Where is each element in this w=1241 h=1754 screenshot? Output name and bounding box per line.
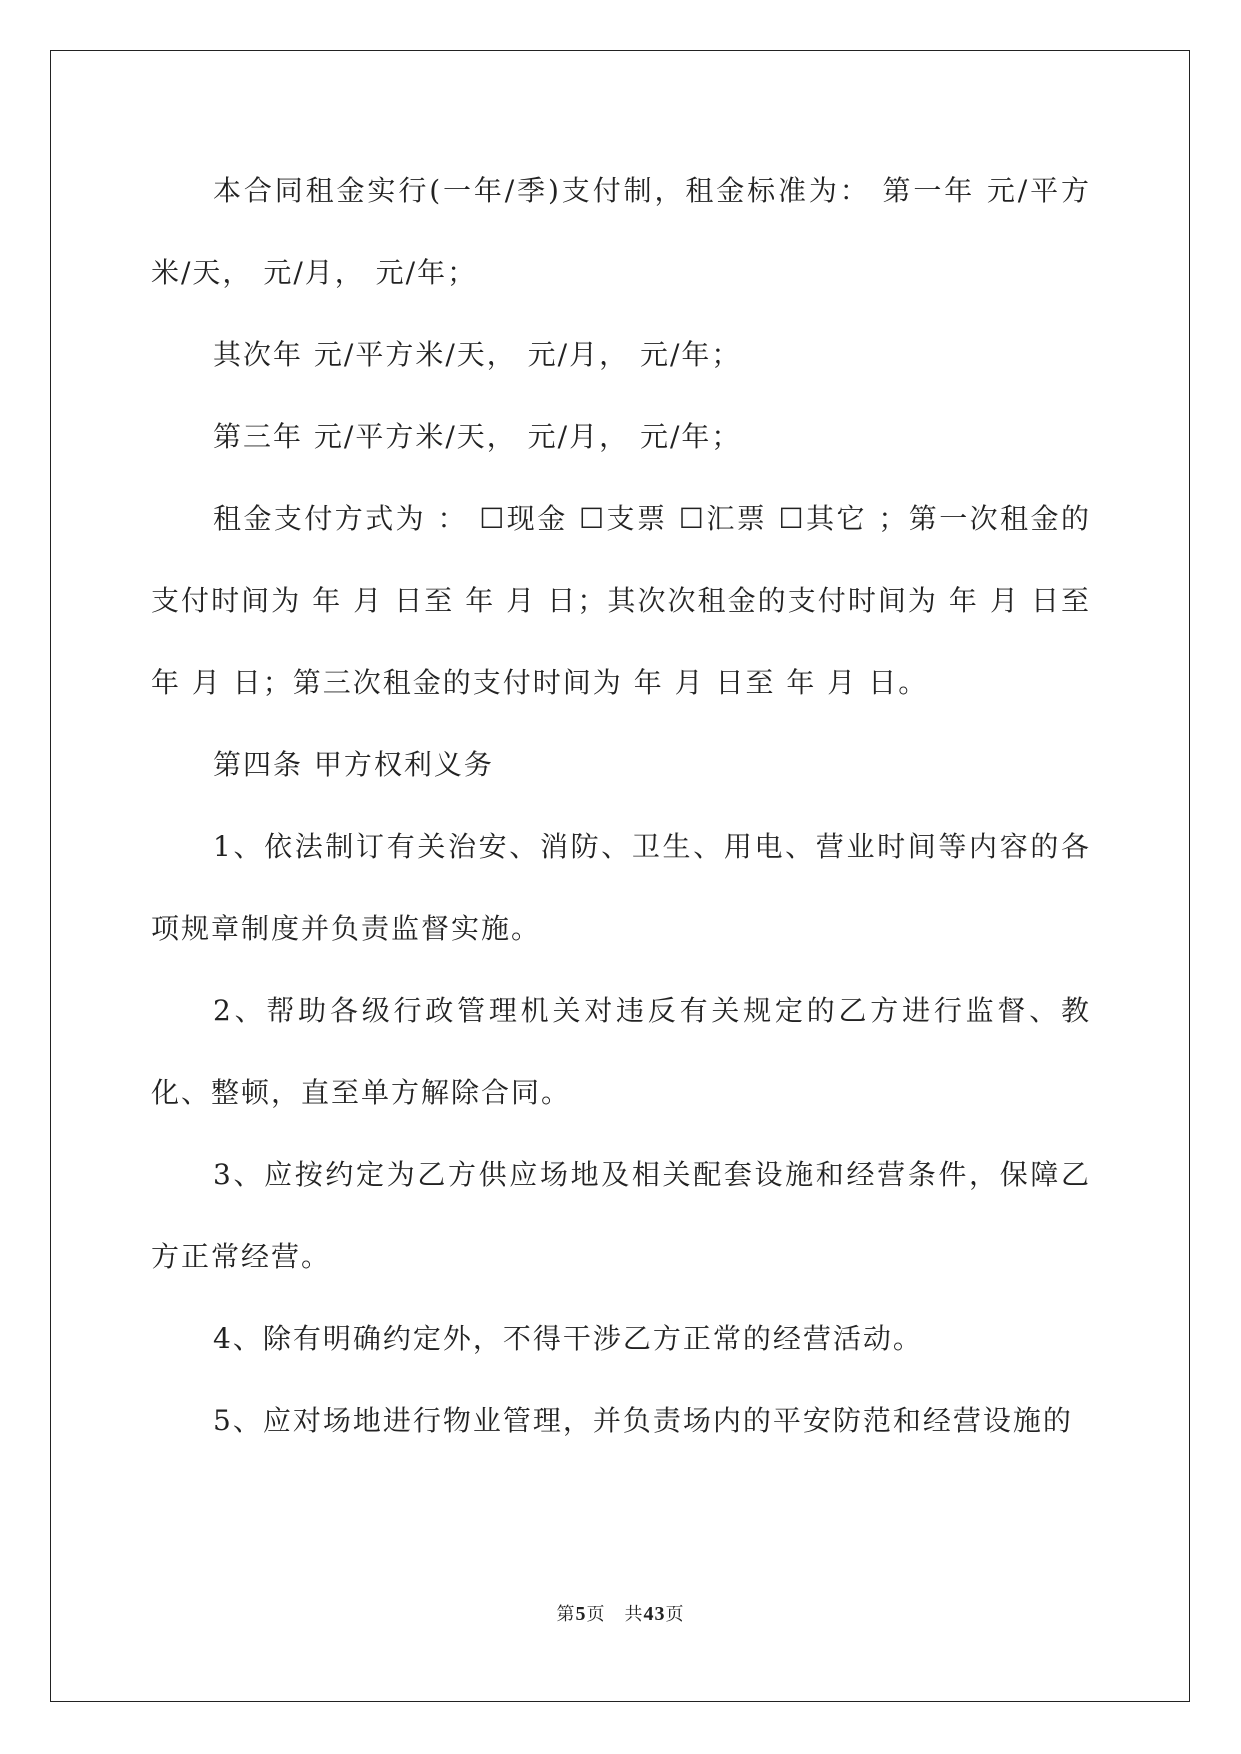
list-item: 1、依法制订有关治安、消防、卫生、用电、营业时间等内容的各项规章制度并负责监督实施。 [151, 830, 1091, 945]
footer-prefix: 第 [556, 1604, 576, 1625]
total-pages: 43 [643, 1603, 666, 1625]
paragraph-rent-payment: 本合同租金实行(一年/季)支付制，租金标准为： 第一年 元/平方米/天， 元/月， 元/年； [151, 174, 1091, 289]
footer-middle: 页 共 [586, 1604, 644, 1625]
footer-suffix: 页 [665, 1604, 685, 1625]
document-body [151, 150, 1091, 1462]
page-number: 5 [575, 1603, 587, 1625]
paragraph-second-year: 其次年 元/平方米/天， 元/月， 元/年； [213, 338, 742, 371]
page-footer [0, 1600, 1241, 1626]
list-item: 3、应按约定为乙方供应场地及相关配套设施和经营条件，保障乙方正常经营。 [151, 1158, 1091, 1273]
list-item: 2、帮助各级行政管理机关对违反有关规定的乙方进行监督、教化、整顿，直至单方解除合同。 [151, 994, 1091, 1109]
paragraph-payment-method: 租金支付方式为 ： ☐现金 ☐支票 ☐汇票 ☐其它 ；第一次租金的支付时间为 年 月 日至 年 月 日；其次次租金的支付时间为 年 月 日至 年 月 日；第三次租金的支付时间为 年 月 日至 年 月 日。 [151, 502, 1091, 699]
paragraph-third-year: 第三年 元/平方米/天， 元/月， 元/年； [213, 420, 742, 453]
list-item: 4、除有明确约定外，不得干涉乙方正常的经营活动。 [213, 1322, 923, 1355]
section-heading: 第四条 甲方权利义务 [213, 748, 494, 781]
list-item: 5、应对场地进行物业管理，并负责场内的平安防范和经营设施的 [213, 1404, 1073, 1437]
